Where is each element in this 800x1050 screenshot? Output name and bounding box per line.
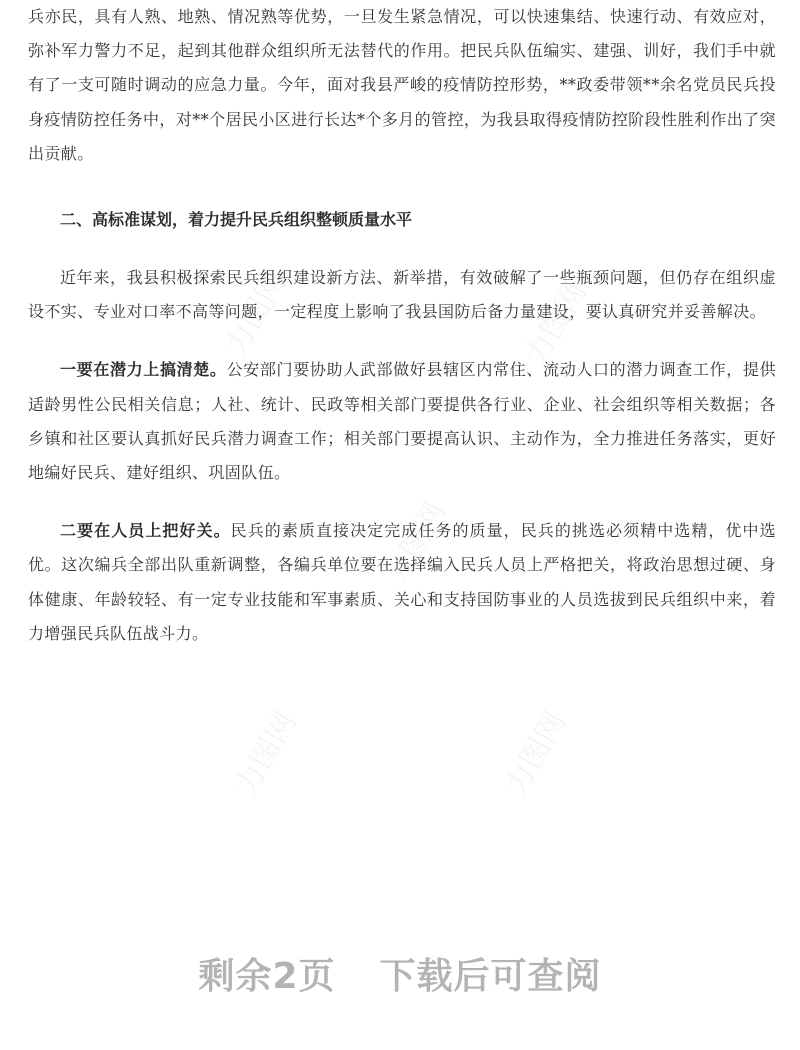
watermark-text: 力图网 [218,266,294,362]
remaining-pages-label: 剩余2页 [198,956,336,997]
watermark-text: 力图网 [498,706,574,802]
paragraph-lead: 二要在人员上把好关。 [60,521,231,541]
watermark-text: 力图网 [228,706,304,802]
paragraph-body: 民兵的素质直接决定完成任务的质量，民兵的挑选必须精中选精，优中选优。这次编兵全部出队重新调整，各编兵单位要在选择编入民兵人员上严格把关，将政治思想过硬、身体健康、年龄较轻、有一定专业技能和军事素质、关心和支持国防事业的人员选拔到民兵组织中来，着力增强民兵队伍战斗力。 [28,521,776,643]
download-prompt[interactable] [0,948,800,999]
watermark-text: 力图网 [518,276,594,372]
paragraph-body: 公安部门要协助人武部做好县辖区内常住、流动人口的潜力调查工作，提供适龄男性公民相关信息；人社、统计、民政等相关部门要提供各行业、企业、社会组织等相关数据；各乡镇和社区要认真抓好民兵潜力调查工作；相关部门要提高认识、主动作为，全力推进任务落实，更好地编好民兵、建好组织、巩固队伍。 [28,360,776,483]
download-to-view-label: 下载后可查阅 [379,956,602,997]
section-heading: 二、高标准谋划，着力提升民兵组织整顿质量水平 [60,210,413,230]
watermark-text: 力图网 [378,496,454,592]
document-body [28,0,776,651]
paragraph: 近年来，我县积极探索民兵组织建设新方法、新举措，有效破解了一些瓶颈问题，但仍存在组织虚设不实、专业对口率不高等问题，一定程度上影响了我县国防后备力量建设，要认真研究并妥善解决。 [28,268,776,322]
paragraph [28,353,776,490]
paragraph-lead: 一要在潜力上搞清楚。 [60,360,227,380]
paragraph [28,514,776,651]
paragraph: 兵亦民，具有人熟、地熟、情况熟等优势，一旦发生紧急情况，可以快速集结、快速行动、有效应对，弥补军力警力不足，起到其他群众组织所无法替代的作用。把民兵队伍编实、建强、训好，我们手中就有了一支可随时调动的应急力量。今年，面对我县严峻的疫情防控形势，**政委带领**余名党员民兵投身疫情防控任务中，对**个居民小区进行长达*个多月的管控，为我县取得疫情防控阶段性胜利作出了突出贡献。 [28,7,776,163]
